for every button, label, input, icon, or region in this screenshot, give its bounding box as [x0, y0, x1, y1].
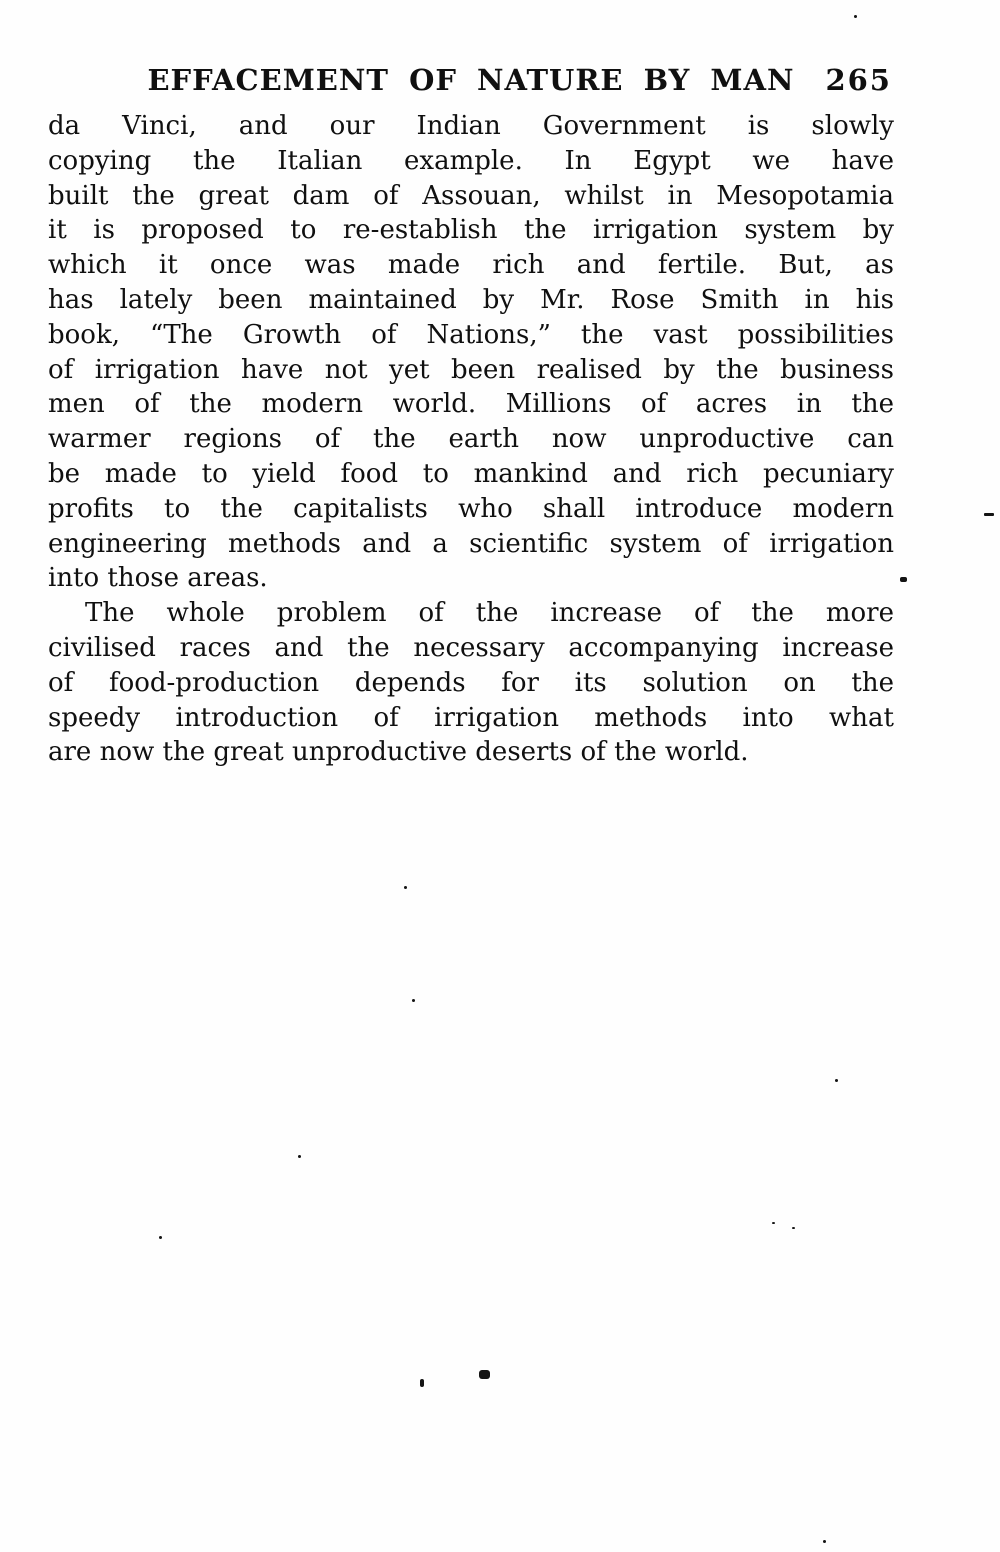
ink-speck [854, 15, 857, 18]
text-line: warmer regions of the earth now unproductive can [48, 424, 894, 455]
text-line: book, “The Growth of Nations,” the vast possibilities [48, 319, 894, 350]
text-line-paragraph-start: The whole problem of the increase of the more [85, 598, 894, 629]
ink-speck [479, 1370, 490, 1379]
text-line: profits to the capitalists who shall introduce modern [48, 493, 894, 524]
ink-speck [835, 1079, 838, 1082]
ink-speck [159, 1236, 162, 1239]
page-header [48, 63, 894, 103]
text-line: of food-production depends for its solution on the [48, 667, 894, 698]
running-head-title: EFFACEMENT OF NATURE BY MAN [147, 63, 795, 97]
text-line: engineering methods and a scientific system of irrigation [48, 528, 894, 559]
text-line: civilised races and the necessary accompanying increase [48, 632, 894, 663]
ink-speck [900, 577, 907, 582]
text-line-paragraph-end: are now the great unproductive deserts of the world. [48, 737, 749, 768]
text-line: it is proposed to re-establish the irrigation system by [48, 215, 894, 246]
ink-speck [772, 1222, 775, 1224]
ink-speck [412, 999, 415, 1002]
body-text [48, 109, 894, 770]
text-line: copying the Italian example. In Egypt we have [48, 145, 894, 176]
ink-speck [420, 1379, 424, 1387]
ink-speck [792, 1227, 795, 1229]
text-line: has lately been maintained by Mr. Rose Smith in his [48, 284, 894, 315]
text-line-paragraph-end: into those areas. [48, 563, 268, 594]
text-line: speedy introduction of irrigation methods into what [48, 702, 894, 733]
text-line: of irrigation have not yet been realised by the business [48, 354, 894, 385]
ink-speck [984, 513, 994, 516]
text-line: men of the modern world. Millions of acres in the [48, 389, 894, 420]
ink-speck [404, 886, 407, 889]
text-line: be made to yield food to mankind and rich pecuniary [48, 458, 894, 489]
text-line: built the great dam of Assouan, whilst in Mesopotamia [48, 180, 894, 211]
text-line: which it once was made rich and fertile. But, as [48, 250, 894, 281]
text-line: da Vinci, and our Indian Government is slowly [48, 111, 894, 141]
page-number: 265 [825, 63, 892, 97]
ink-speck [298, 1155, 301, 1158]
ink-speck [823, 1540, 826, 1543]
